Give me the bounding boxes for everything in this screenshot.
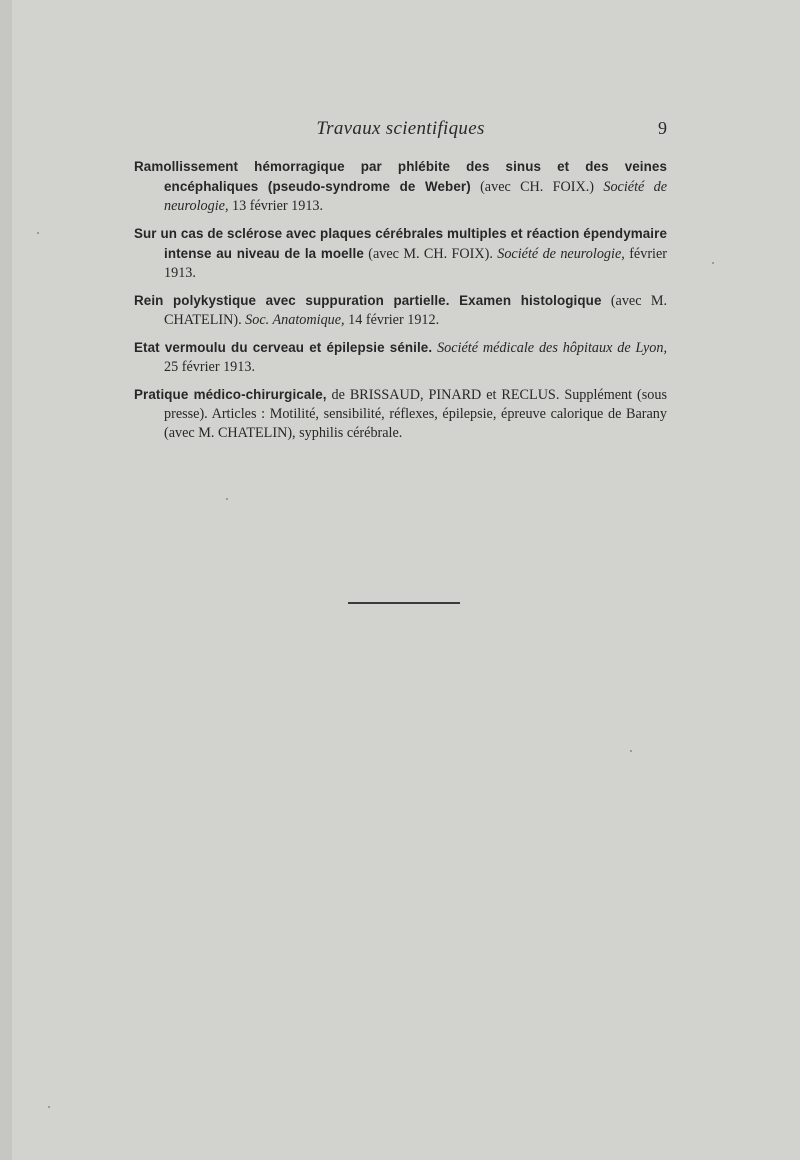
entry-detail: (avec CH. FOIX.)	[470, 179, 604, 195]
entry-source: Société de neurologie,	[164, 179, 668, 214]
entry-source: Société de neurologie,	[497, 246, 625, 262]
running-title: Travaux scientifiques	[316, 118, 485, 139]
entry-source: Soc. Anatomique,	[245, 312, 345, 328]
page-number: 9	[658, 118, 667, 138]
entry-title: Pratique médico-chirurgicale,	[134, 387, 327, 402]
publication-list	[134, 157, 667, 451]
entry-detail: de BRISSAUD, PINARD et RECLUS. Supplément (sous presse). Articles : Motilité, sensibilité, réflexes, épilepsie, épreuve calorique de Barany (avec M. CHATELIN), syphilis cérébrale.	[164, 387, 667, 441]
publication-entry	[134, 157, 667, 216]
closing-rule	[348, 602, 460, 604]
entry-title: Ramollissement hémorragique par phlébite des sinus et des veines encéphaliques (pseudo-syndrome de Weber)	[134, 159, 667, 194]
entry-date: 25 février 1913.	[164, 359, 256, 375]
entry-detail: (avec M. CHATELIN).	[164, 293, 668, 328]
paper-speck	[37, 232, 39, 234]
page-header	[134, 118, 667, 144]
paper-speck	[226, 498, 228, 500]
entry-date: février 1913.	[164, 246, 668, 281]
publication-entry	[134, 385, 667, 443]
publication-entry	[134, 338, 667, 377]
publication-entry	[134, 291, 667, 330]
entry-title: Etat vermoulu du cerveau et épilepsie sénile.	[134, 340, 433, 355]
page-edge-shadow	[0, 0, 12, 1160]
entry-source: Société médicale des hôpitaux de Lyon,	[437, 340, 668, 356]
paper-speck	[712, 262, 714, 264]
entry-title: Sur un cas de sclérose avec plaques cérébrales multiples et réaction épendymaire intense au niveau de la moelle	[134, 226, 667, 261]
entry-date: 14 février 1912.	[344, 312, 440, 328]
publication-entry	[134, 224, 667, 283]
entry-detail: (avec M. CH. FOIX).	[363, 246, 498, 262]
entry-date: 13 février 1913.	[228, 198, 324, 214]
paper-speck	[630, 750, 632, 752]
paper-speck	[48, 1106, 50, 1108]
entry-title: Rein polykystique avec suppuration partielle. Examen histologique	[134, 293, 602, 308]
